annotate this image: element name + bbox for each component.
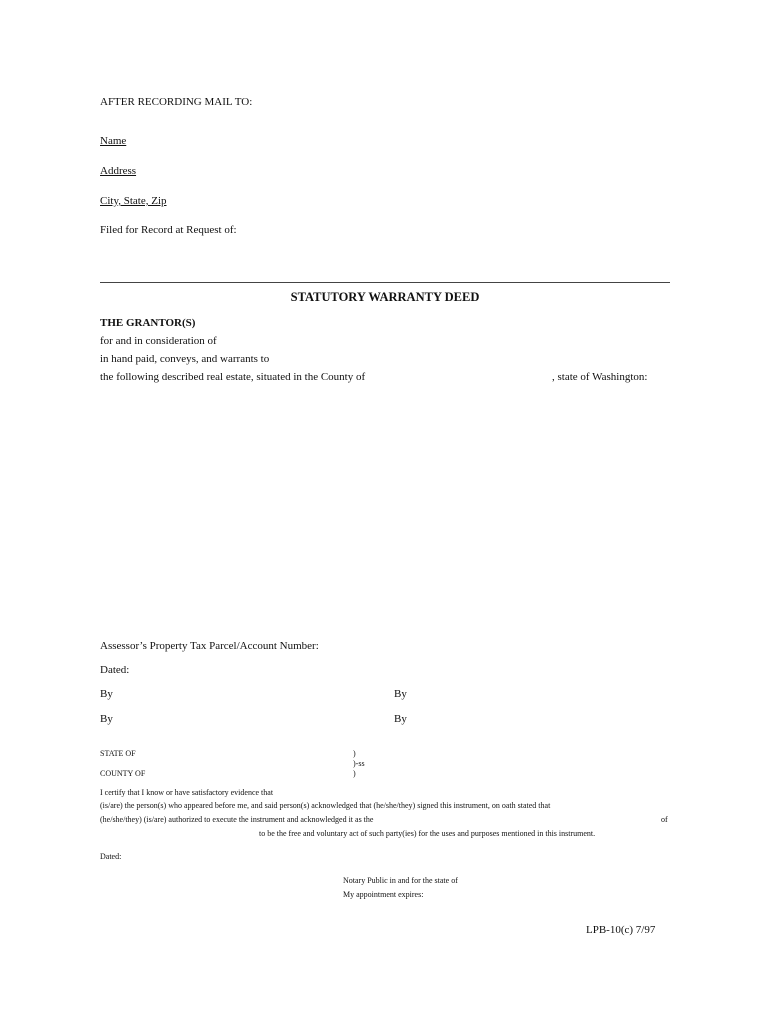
by-label-left-2: By [100, 713, 113, 725]
appointment-expires-label: My appointment expires: [343, 890, 424, 899]
mail-to-heading: AFTER RECORDING MAIL TO: [100, 96, 253, 108]
divider-rule [100, 282, 670, 283]
paren-top: ) [353, 749, 356, 758]
certify-line-3: (he/she/they) (is/are) authorized to execute the instrument and acknowledged it as the [100, 815, 374, 824]
address-label: Address [100, 165, 137, 177]
certify-line-2: (is/are) the person(s) who appeared before me, and said person(s) acknowledged that (he/she/they) signed this instrument, on oath stated that [100, 801, 551, 810]
by-label-left-1: By [100, 688, 113, 700]
form-id: LPB-10(c) 7/97 [586, 924, 656, 936]
by-label-right-1: By [394, 688, 407, 700]
certify-line-4: to be the free and voluntary act of such party(ies) for the uses and purposes mentioned in this instrument. [259, 829, 596, 838]
state-of-label: STATE OF [100, 749, 136, 758]
paren-bottom: ) [353, 769, 356, 778]
filed-for-record-label: Filed for Record at Request of: [100, 224, 237, 236]
conveys-text: in hand paid, conveys, and warrants to [100, 353, 270, 365]
deed-title: STATUTORY WARRANTY DEED [290, 290, 480, 304]
county-of-label: COUNTY OF [100, 769, 146, 778]
real-estate-text: the following described real estate, situated in the County of [100, 371, 366, 383]
certify-line-3-of: of [661, 815, 668, 824]
dated-label: Dated: [100, 664, 130, 676]
name-label: Name [100, 135, 127, 147]
notary-dated-label: Dated: [100, 852, 122, 861]
parcel-number-label: Assessor’s Property Tax Parcel/Account Number: [100, 640, 319, 652]
notary-public-label: Notary Public in and for the state of [343, 876, 458, 885]
city-state-zip-label: City, State, Zip [100, 195, 167, 207]
ss-marker: )-ss [353, 759, 365, 768]
by-label-right-2: By [394, 713, 407, 725]
consideration-text: for and in consideration of [100, 335, 217, 347]
certify-line-1: I certify that I know or have satisfactory evidence that [100, 788, 274, 797]
state-of-washington-text: , state of Washington: [552, 371, 648, 383]
grantor-heading: THE GRANTOR(S) [100, 317, 196, 329]
